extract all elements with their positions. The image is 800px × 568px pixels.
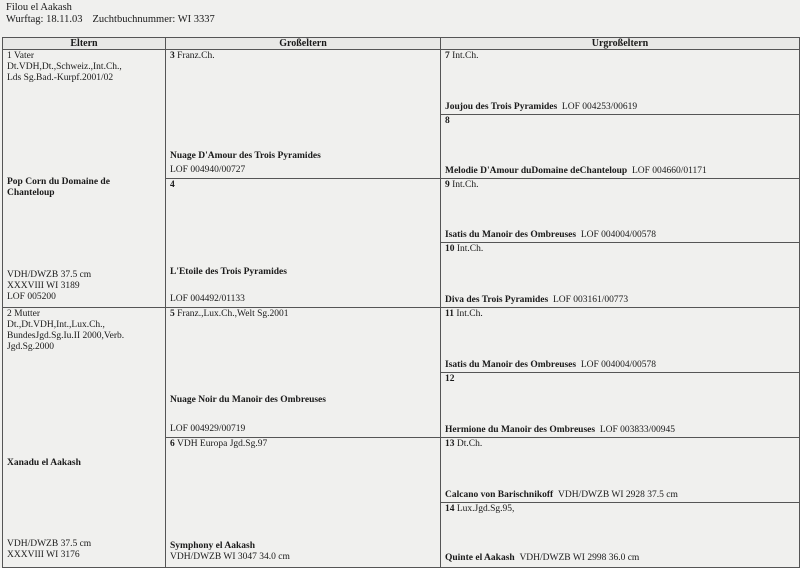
ggp-number: 14 [445, 504, 455, 514]
parent-titles: Dt.VDH,Dt.,Schweiz.,Int.Ch., Lds Sg.Bad.-Kurpf.2001/02 [7, 62, 122, 83]
pedigree-table [2, 37, 800, 568]
ggp-name: Joujou des Trois Pyramides [445, 102, 558, 112]
gp-registry: LOF 004492/01133 [170, 294, 245, 304]
gp-titles: VDH Europa Jgd.Sg.97 [176, 439, 268, 449]
date-of-birth: Wurftag: 18.11.03 [6, 14, 83, 25]
gp-name: L'Etoile des Trois Pyramides [170, 267, 287, 277]
ggp-name: Diva des Trois Pyramides [445, 295, 549, 305]
gp-registry: LOF 004929/00719 [170, 424, 246, 434]
ggp-number: 11 [445, 309, 454, 319]
gp-name: Symphony el Aakash [170, 541, 256, 551]
header-details-line [6, 14, 215, 26]
col-header-grandparents: Großeltern [166, 38, 441, 50]
dog-name: Filou el Aakash [6, 2, 72, 13]
parent-cell-sire [3, 50, 166, 308]
gp-number: 6 [170, 439, 175, 449]
ggp-name: Melodie D'Amour duDomaine deChanteloup [445, 166, 628, 176]
ggp-titles: Int.Ch. [456, 244, 484, 254]
grandparent-cell-6 [166, 438, 441, 568]
gp-registry: LOF 004940/00727 [170, 165, 246, 175]
stud-book-number: Zuchtbuchnummer: WI 3337 [92, 14, 215, 25]
gp-registry: VDH/DWZB WI 3047 34.0 cm [170, 552, 290, 562]
ggp-cell-12 [441, 373, 800, 438]
gp-name: Nuage Noir du Manoir des Ombreuses [170, 395, 326, 405]
ggp-registry: LOF 004660/01171 [631, 166, 707, 176]
grandparent-cell-5 [166, 308, 441, 438]
gp-number: 4 [170, 180, 175, 190]
gp-titles: Franz.,Lux.Ch.,Welt Sg.2001 [177, 309, 289, 319]
parent-name: Xanadu el Aakash [7, 458, 81, 468]
ggp-name: Calcano von Barischnikoff [445, 490, 554, 500]
grandparent-cell-3 [166, 50, 441, 179]
ggp-titles: Dt.Ch. [456, 439, 483, 449]
ggp-number: 12 [445, 374, 455, 384]
ggp-number: 9 [445, 180, 450, 190]
parent-cell-dam [3, 308, 166, 568]
ggp-name: Isatis du Manoir des Ombreuses [445, 360, 577, 370]
gp-name: Nuage D'Amour des Trois Pyramides [170, 151, 321, 161]
ggp-number: 10 [445, 244, 455, 254]
parent-registry: VDH/DWZB 37.5 cm XXXVIII WI 3176 [7, 539, 92, 560]
gp-titles: Franz.Ch. [177, 51, 215, 61]
ggp-number: 7 [445, 51, 450, 61]
ggp-registry: LOF 003833/00945 [599, 425, 676, 435]
ggp-cell-13 [441, 438, 800, 503]
ggp-cell-9 [441, 179, 800, 243]
document-header [6, 2, 215, 26]
ggp-titles: Int.Ch. [452, 51, 479, 61]
ggp-registry: VDH/DWZB WI 2998 36.0 cm [519, 553, 640, 563]
ggp-registry: LOF 004253/00619 [561, 102, 638, 112]
gp-number: 5 [170, 309, 175, 319]
ggp-registry: VDH/DWZB WI 2928 37.5 cm [557, 490, 678, 500]
parent-registry: VDH/DWZB 37.5 cm XXXVIII WI 3189 LOF 005200 [7, 270, 92, 302]
ggp-cell-8 [441, 115, 800, 179]
ggp-number: 13 [445, 439, 455, 449]
ggp-titles: Int.Ch. [456, 309, 483, 319]
ggp-name: Quinte el Aakash [445, 553, 515, 563]
ggp-cell-10 [441, 243, 800, 308]
ggp-number: 8 [445, 116, 450, 126]
ggp-registry: LOF 004004/00578 [580, 360, 657, 370]
ggp-name: Hermione du Manoir des Ombreuses [445, 425, 596, 435]
ggp-registry: LOF 003161/00773 [552, 295, 629, 305]
gp-number: 3 [170, 51, 175, 61]
parent-name: Pop Corn du Domaine de Chanteloup [7, 177, 110, 198]
ggp-name: Isatis du Manoir des Ombreuses [445, 230, 577, 240]
grandparent-cell-4 [166, 179, 441, 308]
parent-number: 1 Vater [7, 51, 34, 61]
col-header-great-grandparents: Urgroßeltern [441, 38, 800, 50]
ggp-registry: LOF 004004/00578 [580, 230, 657, 240]
ggp-titles: Int.Ch. [452, 180, 479, 190]
ggp-cell-14 [441, 503, 800, 568]
ggp-titles: Lux.Jgd.Sg.95, [456, 504, 515, 514]
parent-titles: Dt.,Dt.VDH,Int.,Lux.Ch., BundesJgd.Sg.Iu.II 2000,Verb. Jgd.Sg.2000 [7, 320, 125, 352]
ggp-cell-7 [441, 50, 800, 115]
col-header-parents: Eltern [3, 38, 166, 50]
parent-number: 2 Mutter [7, 309, 40, 319]
ggp-cell-11 [441, 308, 800, 373]
